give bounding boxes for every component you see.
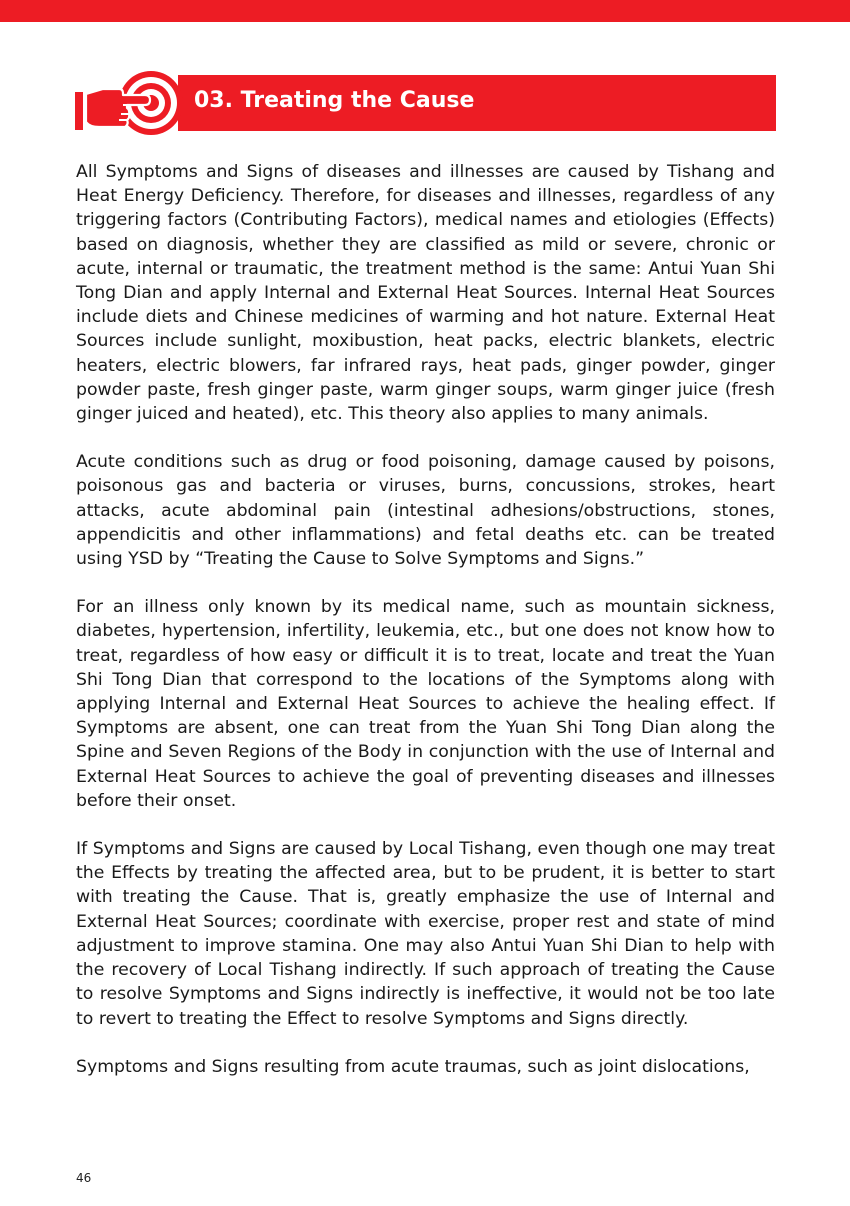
paragraph: If Symptoms and Signs are caused by Local Tishang, even though one may treat the Effects by treating the affected area, but to be prudent, it is better to start with treating the Cause. That is, greatly emphasize the use of Internal and External Heat Sources; coordinate with exercise, proper rest and state of mind adjustment to improve stamina. One may also Antui Yuan Shi Dian to help with the recovery of Local Tishang indirectly. If such approach of treating the Cause to resolve Symptoms and Signs indirectly is ineffective, it would not be too late to revert to treating the Effect to resolve Symptoms and Signs directly. xyxy=(76,839,775,1029)
pointing-hand-target-icon xyxy=(73,70,193,136)
body-text xyxy=(76,160,775,1103)
top-accent-bar xyxy=(0,0,850,22)
section-title: 03. Treating the Cause xyxy=(194,88,475,113)
paragraph: Acute conditions such as drug or food poisoning, damage caused by poisons, poisonous gas and bacteria or viruses, burns, concussions, strokes, heart attacks, acute abdominal pain (intestinal adhesions/obstructions, stones, appendicitis and other inflammations) and fetal deaths etc. can be treated using YSD by “Treating the Cause to Solve Symptoms and Signs.” xyxy=(76,452,775,570)
page-number: 46 xyxy=(76,1171,92,1185)
paragraph: For an illness only known by its medical name, such as mountain sickness, diabetes, hypertension, infertility, leukemia, etc., but one does not know how to treat, regardless of how easy or difficult it is to treat, locate and treat the Yuan Shi Tong Dian that correspond to the locations of the Symptoms along with applying Internal and External Heat Sources to achieve the healing effect. If Symptoms are absent, one can treat from the Yuan Shi Tong Dian along the Spine and Seven Regions of the Body in conjunction with the use of Internal and External Heat Sources to achieve the goal of preventing diseases and illnesses before their onset. xyxy=(76,597,775,811)
paragraph: Symptoms and Signs resulting from acute traumas, such as joint dislocations, xyxy=(76,1056,750,1077)
paragraph: All Symptoms and Signs of diseases and illnesses are caused by Tishang and Heat Energy Deficiency. Therefore, for diseases and illnesses, regardless of any triggering factors (Contributing Factors), medical names and etiologies (Effects) based on diagnosis, whether they are classified as mild or severe, chronic or acute, internal or traumatic, the treatment method is the same: Antui Yuan Shi Tong Dian and apply Internal and External Heat Sources. Internal Heat Sources include diets and Chinese medicines of warming and hot nature. External Heat Sources include sunlight, moxibustion, heat packs, electric blankets, electric heaters, electric blowers, far infrared rays, heat pads, ginger powder, ginger powder paste, fresh ginger paste, warm ginger soups, warm ginger juice (fresh ginger juiced and heated), etc. This theory also applies to many animals. xyxy=(76,162,775,425)
